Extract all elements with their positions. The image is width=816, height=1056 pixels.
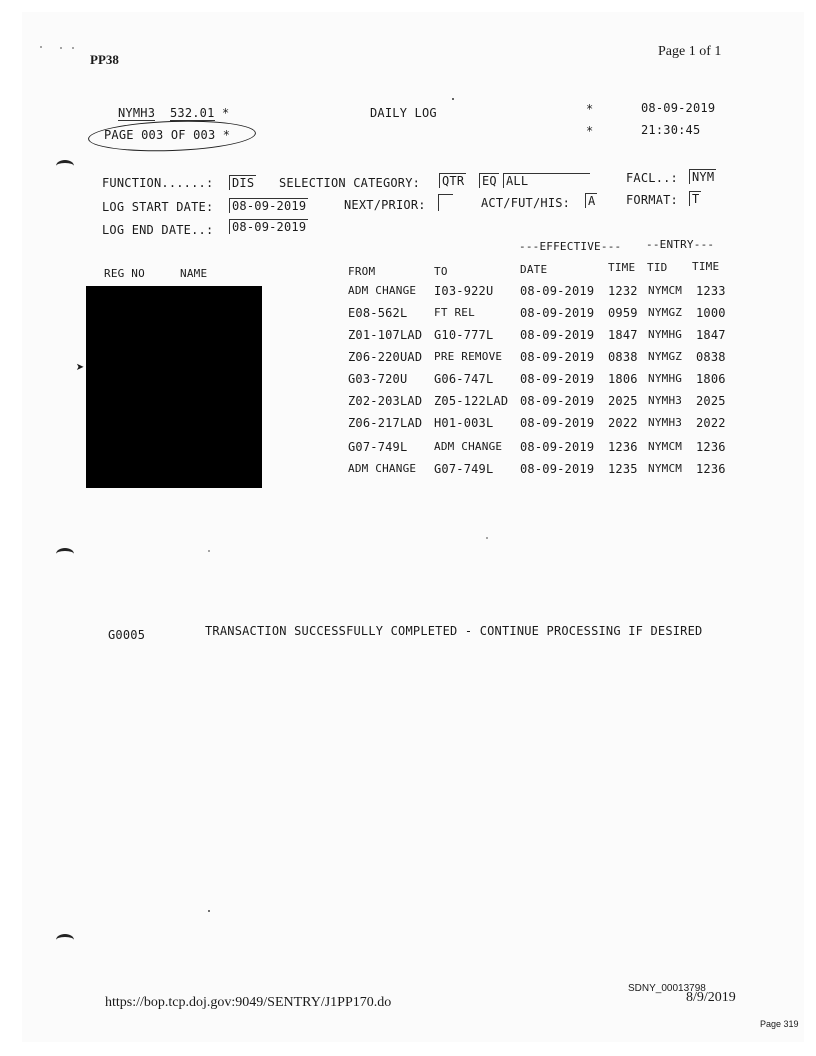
cell-to: G07-749L	[434, 462, 494, 476]
cell-from: ADM CHANGE	[348, 462, 417, 475]
star-marker: *	[586, 102, 594, 116]
arrow-mark: ➤	[76, 360, 85, 376]
scan-speck	[72, 47, 74, 49]
format-label: FORMAT:	[626, 193, 678, 207]
screen-title: DAILY LOG	[370, 106, 437, 120]
function-field[interactable]: DIS	[229, 175, 256, 190]
cell-tid: NYMGZ	[648, 306, 683, 319]
cell-entry-time: 1806	[696, 372, 726, 386]
selection-category-label: SELECTION CATEGORY:	[279, 176, 421, 190]
status-message: TRANSACTION SUCCESSFULLY COMPLETED - CONTINUE PROCESSING IF DESIRED	[205, 624, 703, 638]
next-prior-label: NEXT/PRIOR:	[344, 198, 426, 212]
cell-to: ADM CHANGE	[434, 440, 503, 453]
screen-time: 21:30:45	[641, 123, 701, 137]
cell-date: 08-09-2019	[520, 306, 595, 320]
cell-from: ADM CHANGE	[348, 284, 417, 297]
entry-group-header: --ENTRY---	[646, 238, 715, 251]
act-fut-his-field[interactable]: A	[585, 193, 597, 208]
doc-code: PP38	[90, 52, 119, 67]
cell-from: Z02-203LAD	[348, 394, 423, 408]
scan-speck	[60, 47, 62, 49]
cell-time: 1235	[608, 462, 638, 476]
cell-to: G06-747L	[434, 372, 494, 386]
cell-tid: NYMCM	[648, 284, 683, 297]
function-label: FUNCTION......:	[102, 176, 214, 190]
cell-entry-time: 2025	[696, 394, 726, 408]
cell-entry-time: 2022	[696, 416, 726, 430]
cell-tid: NYMH3	[648, 394, 683, 407]
cell-entry-time: 1000	[696, 306, 726, 320]
cell-to: G10-777L	[434, 328, 494, 342]
cell-time: 0838	[608, 350, 638, 364]
cell-date: 08-09-2019	[520, 440, 595, 454]
cell-date: 08-09-2019	[520, 372, 595, 386]
cell-tid: NYMCM	[648, 440, 683, 453]
cell-to: I03-922U	[434, 284, 494, 298]
star-marker: *	[586, 124, 594, 138]
format-field[interactable]: T	[689, 191, 701, 206]
cell-from: Z01-107LAD	[348, 328, 423, 342]
log-start-label: LOG START DATE:	[102, 200, 214, 214]
binder-hole-mark	[56, 934, 74, 946]
scan-speck	[208, 550, 210, 552]
log-end-field[interactable]: 08-09-2019	[229, 219, 308, 234]
selection-field-2[interactable]: EQ	[479, 173, 499, 188]
screen-date: 08-09-2019	[641, 101, 716, 115]
cell-date: 08-09-2019	[520, 328, 595, 342]
cell-to: Z05-122LAD	[434, 394, 509, 408]
scanned-page	[22, 12, 804, 1042]
next-prior-field[interactable]	[438, 194, 453, 211]
log-end-label: LOG END DATE..:	[102, 223, 214, 237]
facl-label: FACL..:	[626, 171, 678, 185]
col-name: NAME	[180, 267, 208, 280]
cell-date: 08-09-2019	[520, 394, 595, 408]
cell-date: 08-09-2019	[520, 350, 595, 364]
col-entry-time: TIME	[692, 260, 720, 273]
col-date: DATE	[520, 263, 548, 276]
bates-number: SDNY_00013798	[628, 983, 706, 994]
col-from: FROM	[348, 265, 376, 278]
cell-tid: NYMGZ	[648, 350, 683, 363]
page-of-label: Page 1 of 1	[658, 44, 722, 59]
cell-entry-time: 0838	[696, 350, 726, 364]
cell-time: 0959	[608, 306, 638, 320]
cell-tid: NYMH3	[648, 416, 683, 429]
cell-time: 2025	[608, 394, 638, 408]
cell-time: 1236	[608, 440, 638, 454]
cell-tid: NYMHG	[648, 328, 683, 341]
scan-speck	[486, 537, 488, 539]
terminal-id: NYMH3 532.01 *	[118, 106, 230, 120]
page-number: Page 319	[760, 1019, 799, 1029]
selection-field-3[interactable]: ALL	[503, 173, 590, 188]
cell-entry-time: 1847	[696, 328, 726, 342]
facl-field[interactable]: NYM	[689, 169, 716, 184]
cell-tid: NYMHG	[648, 372, 683, 385]
binder-hole-mark	[56, 548, 74, 560]
cell-to: H01-003L	[434, 416, 494, 430]
page-indicator: PAGE 003 OF 003 *	[104, 128, 231, 142]
cell-from: G03-720U	[348, 372, 408, 386]
cell-to: PRE REMOVE	[434, 350, 503, 363]
cell-entry-time: 1233	[696, 284, 726, 298]
print-date: 8/9/2019	[686, 990, 736, 1005]
log-start-field[interactable]: 08-09-2019	[229, 198, 308, 213]
cell-from: G07-749L	[348, 440, 408, 454]
cell-time: 1847	[608, 328, 638, 342]
scan-speck	[208, 910, 210, 912]
col-to: TO	[434, 265, 448, 278]
cell-date: 08-09-2019	[520, 462, 595, 476]
act-fut-his-label: ACT/FUT/HIS:	[481, 196, 571, 210]
cell-entry-time: 1236	[696, 462, 726, 476]
cell-tid: NYMCM	[648, 462, 683, 475]
binder-hole-mark	[56, 160, 74, 172]
scan-speck	[452, 98, 454, 100]
redaction-block	[86, 286, 262, 488]
scan-speck	[40, 46, 42, 48]
cell-time: 2022	[608, 416, 638, 430]
cell-date: 08-09-2019	[520, 284, 595, 298]
col-time: TIME	[608, 261, 636, 274]
cell-from: E08-562L	[348, 306, 408, 320]
cell-from: Z06-217LAD	[348, 416, 423, 430]
effective-group-header: ---EFFECTIVE---	[519, 240, 622, 253]
cell-time: 1232	[608, 284, 638, 298]
cell-to: FT REL	[434, 306, 475, 319]
cell-time: 1806	[608, 372, 638, 386]
cell-date: 08-09-2019	[520, 416, 595, 430]
col-reg-no: REG NO	[104, 267, 145, 280]
status-code: G0005	[108, 628, 146, 642]
source-url: https://bop.tcp.doj.gov:9049/SENTRY/J1PP170.do	[105, 995, 392, 1010]
cell-entry-time: 1236	[696, 440, 726, 454]
col-tid: TID	[647, 261, 668, 274]
cell-from: Z06-220UAD	[348, 350, 423, 364]
selection-field-1[interactable]: QTR	[439, 173, 466, 188]
